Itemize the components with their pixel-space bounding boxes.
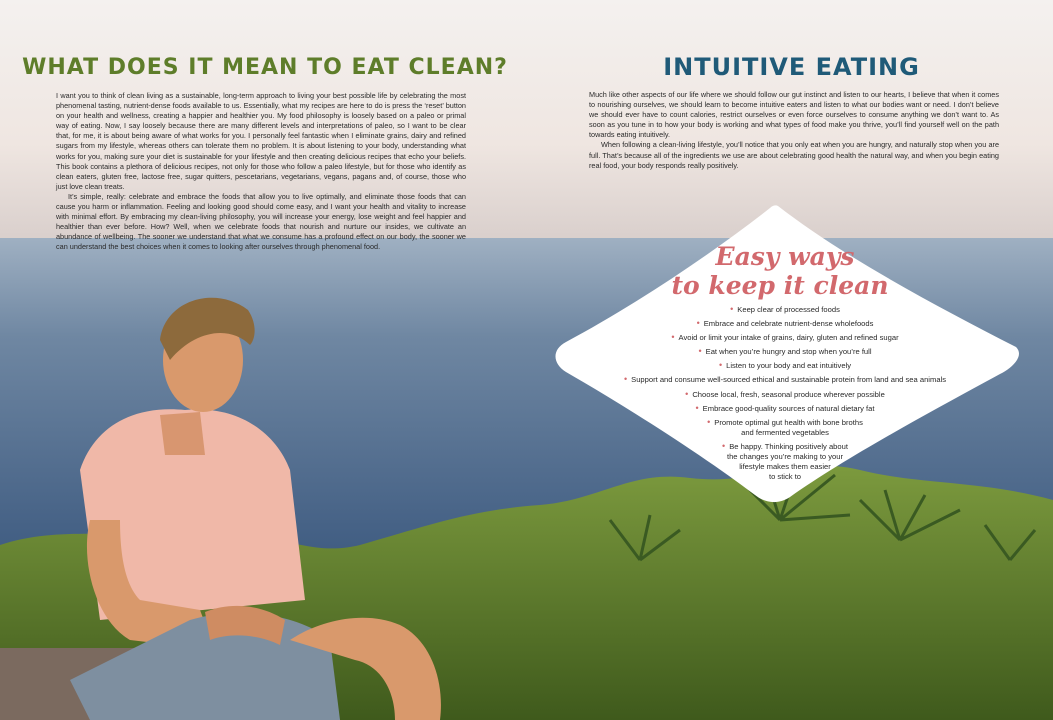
tips-title-line1: Easy ways (715, 242, 855, 271)
list-item (595, 389, 975, 400)
list-item (595, 332, 975, 343)
list-item (595, 441, 975, 482)
body-text-left (56, 91, 466, 253)
bullet-icon: • (671, 332, 675, 343)
list-item-text: Embrace good-quality sources of natural dietary fat (702, 403, 875, 413)
list-item-text: Support and consume well-sourced ethical and sustainable protein from land and sea animals (631, 375, 947, 385)
list-item-text: Be happy. Thinking positively about the changes you’re making to your lifestyle makes them easier to stick to (726, 441, 848, 481)
bullet-icon: • (707, 416, 711, 427)
tips-callout (555, 210, 1015, 500)
paragraph: It’s simple, really: celebrate and embrace the foods that allow you to live optimally, and eliminate those foods that can cause you harm or inflammation. Feeling and looking good should come easy, and I want your health and vitality to increase with minimal effort. By embracing my clean-living philosophy, you will increase your energy, lose weight and feel happier and healthier than ever before. How? Well, when we celebrate foods that nourish and nurture our insides, we cultivate an abundance of wellbeing. The sooner we understand that what we consume has a profound effect on our body, the sooner we can understand the best choices when it comes to looking after ourselves through phenomenal food. (56, 191, 466, 252)
list-item-text: Avoid or limit your intake of grains, dairy, gluten and refined sugar (678, 333, 899, 343)
list-item (595, 346, 975, 357)
list-item-text: Promote optimal gut health with bone broths and fermented vegetables (714, 417, 863, 437)
bullet-icon: • (696, 318, 700, 329)
bullet-icon: • (698, 346, 702, 357)
tips-title-line2: to keep it clean (671, 271, 889, 300)
bullet-icon: • (685, 388, 689, 399)
bullet-icon: • (623, 374, 628, 385)
list-item-text: Embrace and celebrate nutrient-dense wholefoods (703, 319, 874, 329)
list-item (595, 417, 975, 438)
list-item-text: Eat when you’re hungry and stop when you’re full (705, 347, 872, 357)
paragraph: I want you to think of clean living as a sustainable, long-term approach to living your best possible life by celebrating the most phenomenal tasting, nutrient-dense foods available to us. Essentially, what my recipes are here to do is press the ‘reset’ button on your health and wellness, creating a happier and healthier you. My food philosophy is loosely based on a paleo or primal way of eating. Now, I say loosely because there are many different levels and interpretations of paleo, so I want to be clear that, for me, it is about being aware of what works for you. I personally feel fantastic when I eliminate grains, dairy and refined sugars from my lifestyle, whereas others can tolerate them no problem. It is about listening to your body, understanding what works for you, making sure your diet is sustainable for your lifestyle and then creating delicious recipes that echo your beliefs. This book contains a plethora of delicious recipes, not only for those who follow a paleo lifestyle, but for those who identify as clean eaters, gluten free, lactose free, sugar quitters, pescetarians, vegetarians, vegans, pagans and, of course, those who just love clean treats. (56, 91, 466, 191)
bullet-icon: • (722, 440, 726, 451)
list-item-text: Listen to your body and eat intuitively (726, 361, 852, 371)
bullet-icon: • (695, 402, 699, 413)
paragraph: When following a clean-living lifestyle, you’ll notice that you only eat when you are hungry, and naturally stop when you are full. That’s because all of the ingredients we use are about celebrating good health the natural way, and when you begin eating real food, your body responds really positively. (589, 140, 999, 170)
list-item-text: Choose local, fresh, seasonal produce wherever possible (692, 389, 885, 399)
paragraph: Much like other aspects of our life where we should follow our gut instinct and listen to our hearts, I believe that when it comes to nourishing ourselves, we should learn to become intuitive eaters and listen to what our bodies want or need. I don’t believe we should ever have to count calories, restrict ourselves or even force ourselves to consume anything we don’t want to. As soon as you tune in to how your body is working and what types of food make you thrive, you’ll find yourself well on the path towards eating intuitively. (589, 90, 999, 140)
body-text-right (589, 90, 999, 171)
list-item (595, 304, 975, 315)
bullet-icon: • (730, 304, 734, 314)
list-item (595, 374, 975, 385)
section-heading-eat-clean: WHAT DOES IT MEAN TO EAT CLEAN? (22, 55, 508, 80)
tips-list (595, 304, 975, 485)
tips-title (555, 242, 1015, 300)
list-item (595, 360, 975, 371)
section-heading-intuitive-eating: INTUITIVE EATING (663, 53, 920, 81)
list-item (595, 403, 975, 414)
list-item (595, 318, 975, 329)
bullet-icon: • (718, 360, 723, 371)
list-item-text: Keep clear of processed foods (737, 305, 840, 314)
